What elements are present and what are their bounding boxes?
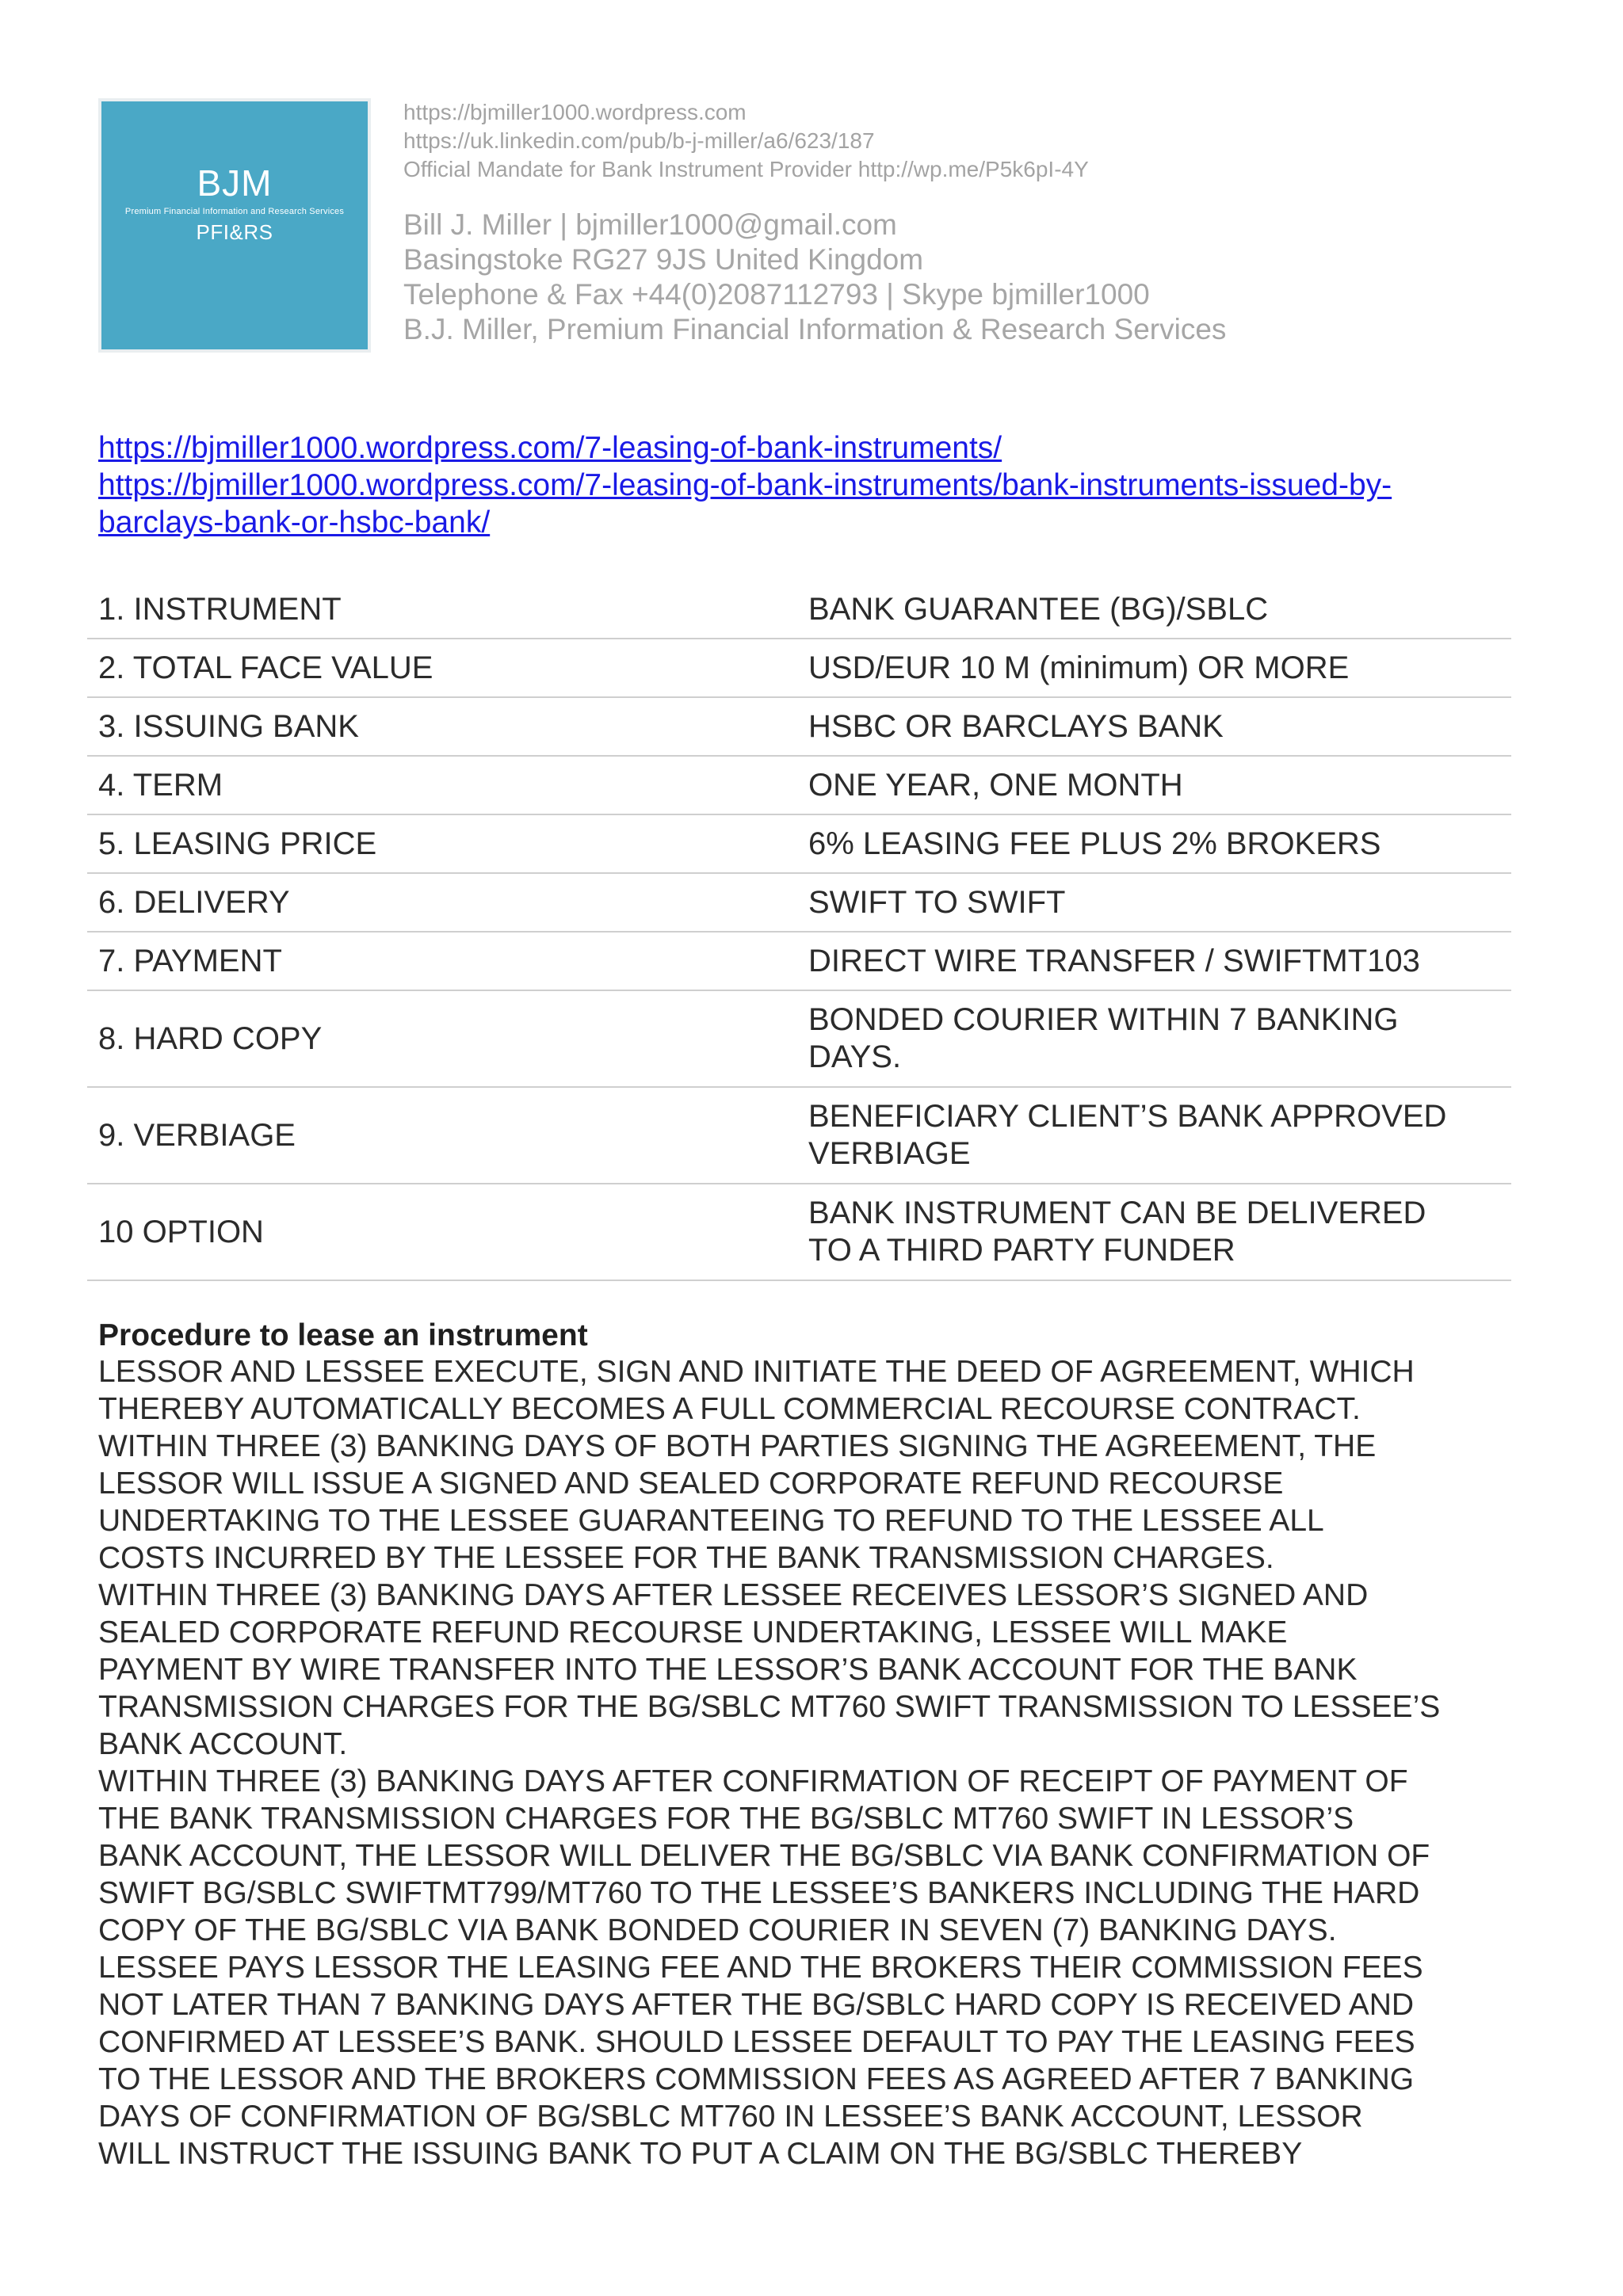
procedure-line: BANK ACCOUNT, THE LESSOR WILL DELIVER THE BG/SBLC VIA BANK CONFIRMATION OF	[98, 1839, 1430, 1873]
procedure-line: PAYMENT BY WIRE TRANSFER INTO THE LESSOR’S BANK ACCOUNT FOR THE BANK	[98, 1653, 1358, 1687]
procedure-line: LESSEE PAYS LESSOR THE LEASING FEE AND THE BROKERS THEIR COMMISSION FEES	[98, 1951, 1423, 1985]
procedure-line: TRANSMISSION CHARGES FOR THE BG/SBLC MT760 SWIFT TRANSMISSION TO LESSEE’S	[98, 1690, 1441, 1724]
reference-links	[98, 429, 1525, 541]
bjm-logo	[101, 101, 368, 349]
link-leasing-bank-instruments[interactable]: https://bjmiller1000.wordpress.com/7-leasing-of-bank-instruments/	[98, 431, 1002, 465]
term-value-line: DAYS.	[808, 1039, 902, 1074]
header-links	[403, 98, 1089, 184]
table-row	[87, 756, 1511, 814]
procedure-body	[98, 1353, 1549, 2172]
procedure-line: CONFIRMED AT LESSEE’S BANK. SHOULD LESSEE DEFAULT TO PAY THE LEASING FEES	[98, 2025, 1415, 2059]
term-label: 7. PAYMENT	[87, 932, 797, 990]
procedure-line: NOT LATER THAN 7 BANKING DAYS AFTER THE BG/SBLC HARD COPY IS RECEIVED AND	[98, 1988, 1415, 2022]
procedure-line: UNDERTAKING TO THE LESSEE GUARANTEEING TO REFUND TO THE LESSEE ALL	[98, 1504, 1324, 1538]
term-value: 6% LEASING FEE PLUS 2% BROKERS	[797, 814, 1511, 873]
term-value	[797, 1087, 1511, 1184]
term-value-line: BENEFICIARY CLIENT’S BANK APPROVED	[808, 1099, 1447, 1134]
term-value-line: BONDED COURIER WITHIN 7 BANKING	[808, 1002, 1399, 1037]
term-value: DIRECT WIRE TRANSFER / SWIFTMT103	[797, 932, 1511, 990]
contact-address: Basingstoke RG27 9JS United Kingdom	[403, 243, 924, 276]
term-label: 4. TERM	[87, 756, 797, 814]
logo-abbreviation: PFI&RS	[196, 220, 273, 244]
term-label: 6. DELIVERY	[87, 873, 797, 932]
header-link-blog[interactable]: https://bjmiller1000.wordpress.com	[403, 100, 747, 124]
procedure-section	[98, 1318, 1549, 2172]
term-label: 3. ISSUING BANK	[87, 697, 797, 756]
term-label: 9. VERBIAGE	[87, 1087, 797, 1184]
term-value: USD/EUR 10 M (minimum) OR MORE	[797, 639, 1511, 697]
procedure-line: THE BANK TRANSMISSION CHARGES FOR THE BG/SBLC MT760 SWIFT IN LESSOR’S	[98, 1802, 1354, 1836]
header-contact	[403, 208, 1226, 347]
procedure-line: TO THE LESSOR AND THE BROKERS COMMISSION FEES AS AGREED AFTER 7 BANKING	[98, 2062, 1415, 2096]
term-value-line: TO A THIRD PARTY FUNDER	[808, 1233, 1235, 1268]
procedure-line: DAYS OF CONFIRMATION OF BG/SBLC MT760 IN LESSEE’S BANK ACCOUNT, LESSOR	[98, 2100, 1363, 2134]
term-label: 8. HARD COPY	[87, 990, 797, 1087]
table-row	[87, 639, 1511, 697]
procedure-line: BANK ACCOUNT.	[98, 1727, 348, 1761]
procedure-line: SEALED CORPORATE REFUND RECOURSE UNDERTAKING, LESSEE WILL MAKE	[98, 1615, 1288, 1650]
procedure-line: LESSOR WILL ISSUE A SIGNED AND SEALED CORPORATE REFUND RECOURSE	[98, 1466, 1284, 1501]
header-link-linkedin[interactable]: https://uk.linkedin.com/pub/b-j-miller/a6/623/187	[403, 128, 875, 153]
logo-title: BJM	[197, 162, 273, 204]
term-value-line: BANK INSTRUMENT CAN BE DELIVERED	[808, 1196, 1426, 1230]
letterhead	[101, 101, 1528, 355]
contact-name-email: Bill J. Miller | bjmiller1000@gmail.com	[403, 208, 897, 241]
table-row	[87, 1184, 1511, 1280]
procedure-line: THEREBY AUTOMATICALLY BECOMES A FULL COMMERCIAL RECOURSE CONTRACT.	[98, 1392, 1361, 1426]
procedure-line: COPY OF THE BG/SBLC VIA BANK BONDED COURIER IN SEVEN (7) BANKING DAYS.	[98, 1913, 1337, 1947]
term-value-line: VERBIAGE	[808, 1136, 971, 1171]
table-row	[87, 990, 1511, 1087]
term-label: 5. LEASING PRICE	[87, 814, 797, 873]
contact-phone-skype: Telephone & Fax +44(0)2087112793 | Skype bjmiller1000	[403, 278, 1150, 311]
table-row	[87, 1087, 1511, 1184]
terms-table	[87, 581, 1511, 1281]
term-value: BANK GUARANTEE (BG)/SBLC	[797, 581, 1511, 639]
table-row	[87, 697, 1511, 756]
procedure-line: WITHIN THREE (3) BANKING DAYS OF BOTH PARTIES SIGNING THE AGREEMENT, THE	[98, 1429, 1377, 1463]
logo-subtitle: Premium Financial Information and Research Services	[124, 207, 345, 216]
procedure-line: SWIFT BG/SBLC SWIFTMT799/MT760 TO THE LESSEE’S BANKERS INCLUDING THE HARD	[98, 1876, 1420, 1910]
procedure-line: WITHIN THREE (3) BANKING DAYS AFTER CONFIRMATION OF RECEIPT OF PAYMENT OF	[98, 1764, 1408, 1798]
table-row	[87, 873, 1511, 932]
term-value: SWIFT TO SWIFT	[797, 873, 1511, 932]
term-label: 1. INSTRUMENT	[87, 581, 797, 639]
table-row	[87, 932, 1511, 990]
link-barclays-hsbc-line1[interactable]: https://bjmiller1000.wordpress.com/7-leasing-of-bank-instruments/bank-instruments-issued-by-	[98, 468, 1392, 502]
term-value: HSBC OR BARCLAYS BANK	[797, 697, 1511, 756]
table-row	[87, 814, 1511, 873]
term-label: 2. TOTAL FACE VALUE	[87, 639, 797, 697]
header-link-mandate[interactable]: Official Mandate for Bank Instrument Provider http://wp.me/P5k6pI-4Y	[403, 157, 1089, 181]
term-value: ONE YEAR, ONE MONTH	[797, 756, 1511, 814]
term-label: 10 OPTION	[87, 1184, 797, 1280]
table-row	[87, 581, 1511, 639]
term-value	[797, 1184, 1511, 1280]
procedure-line: LESSOR AND LESSEE EXECUTE, SIGN AND INITIATE THE DEED OF AGREEMENT, WHICH	[98, 1355, 1415, 1389]
term-value	[797, 990, 1511, 1087]
procedure-line: WITHIN THREE (3) BANKING DAYS AFTER LESSEE RECEIVES LESSOR’S SIGNED AND	[98, 1578, 1369, 1612]
link-barclays-hsbc-line2[interactable]: barclays-bank-or-hsbc-bank/	[98, 505, 491, 540]
contact-company: B.J. Miller, Premium Financial Information & Research Services	[403, 313, 1227, 345]
procedure-title: Procedure to lease an instrument	[98, 1318, 588, 1352]
procedure-line: WILL INSTRUCT THE ISSUING BANK TO PUT A CLAIM ON THE BG/SBLC THEREBY	[98, 2137, 1303, 2171]
procedure-line: COSTS INCURRED BY THE LESSEE FOR THE BANK TRANSMISSION CHARGES.	[98, 1541, 1274, 1575]
